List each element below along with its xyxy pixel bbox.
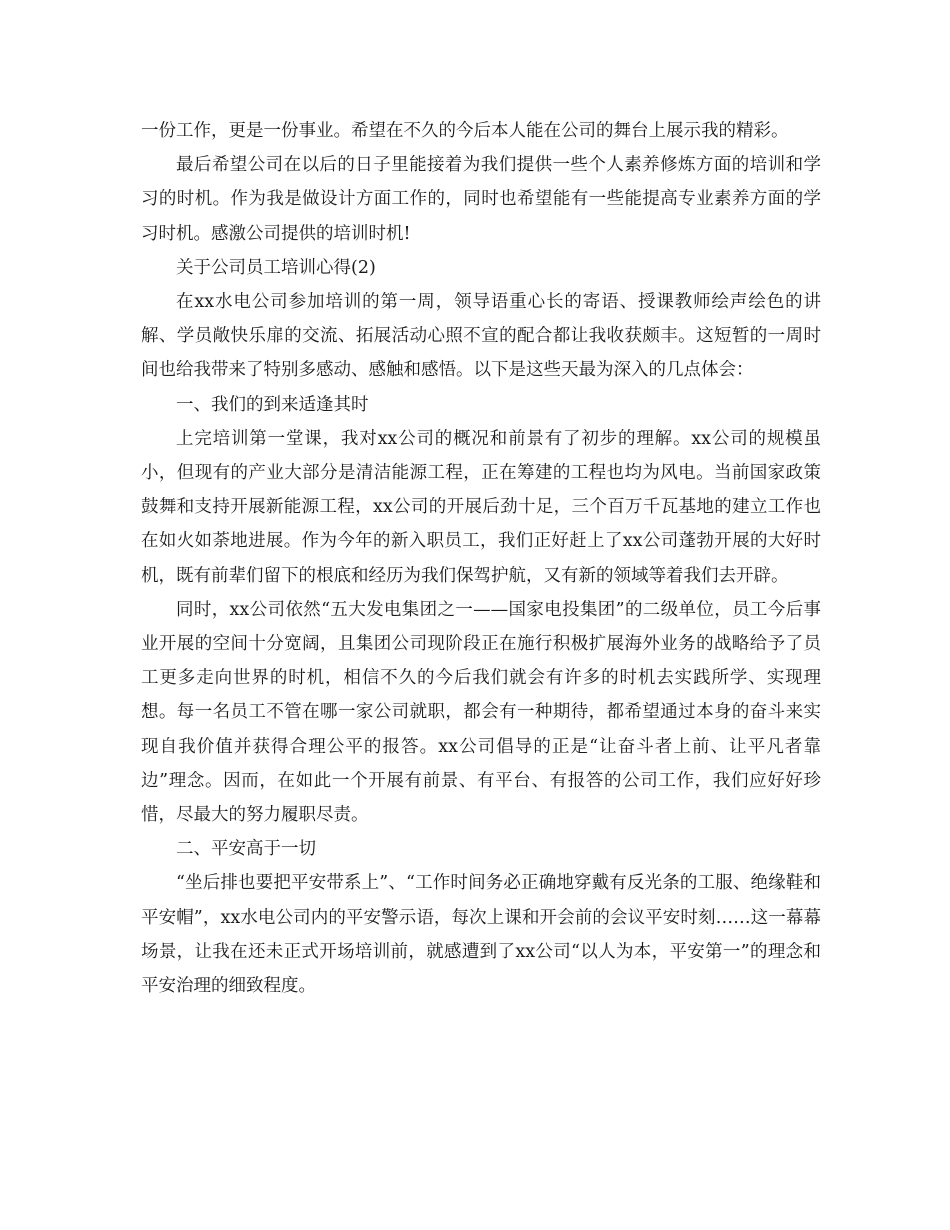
paragraph-company-prospects: 上完培训第一堂课，我对xx公司的概况和前景有了初步的理解。xx公司的规模虽小，但现有的产业大部分是清洁能源工程，正在筹建的工程也均为风电。当前国家政策鼓舞和支持开展新能源工程，xx公司的开展后劲十足，三个百万千瓦基地的建立工作也在如火如荼地进展。作为今年的新入职员工，我们正好赶上了xx公司蓬勃开展的大好时机，既有前辈们留下的根底和经历为我们保驾护航，又有新的领域等着我们去开辟。	[141, 428, 821, 586]
heading-point-one: 一、我们的到来适逢其时	[176, 394, 369, 415]
paragraph-closing-wish: 最后希望公司在以后的日子里能接着为我们提供一些个人素养修炼方面的培训和学习的时机。作为我是做设计方面工作的，同时也希望能有一些能提高专业素养方面的学习时机。感激公司提供的培训时机!	[141, 155, 821, 244]
section-title: 关于公司员工培训心得(2)	[176, 257, 376, 278]
paragraph-group-development: 同时，xx公司依然“五大发电集团之一——国家电投集团”的二级单位，员工今后事业开展的空间十分宽阔，且集团公司现阶段正在施行积极扩展海外业务的战略给予了员工更多走向世界的时机，相信不久的今后我们就会有许多的时机去实践所学、实现理想。每一名员工不管在哪一家公司就职，都会有一种期待，都希望通过本身的奋斗来实现自我价值并获得合理公平的报答。xx公司倡导的正是“让奋斗者上前、让平凡者靠边”理念。因而，在如此一个开展有前景、有平台、有报答的公司工作，我们应好好珍惜，尽最大的努力履职尽责。	[141, 599, 821, 826]
document-body	[141, 114, 821, 1003]
paragraph-safety: “坐后排也要把平安带系上”、“工作时间务必正确地穿戴有反光条的工服、绝缘鞋和平安帽”，xx水电公司内的平安警示语，每次上课和开会前的会议平安时刻……这一幕幕场景，让我在还未正式开场培训前，就感遭到了xx公司“以人为本，平安第一”的理念和平安治理的细致程度。	[141, 873, 821, 997]
paragraph-continuation: 一份工作，更是一份事业。希望在不久的今后本人能在公司的舞台上展示我的精彩。	[141, 121, 789, 141]
heading-point-two: 二、平安高于一切	[176, 839, 316, 860]
paragraph-intro: 在xx水电公司参加培训的第一周，领导语重心长的寄语、授课教师绘声绘色的讲解、学员敞快乐扉的交流、拓展活动心照不宣的配合都让我收获颇丰。这短暂的一周时间也给我带来了特别多感动、感触和感悟。以下是这些天最为深入的几点体会：	[141, 292, 821, 381]
